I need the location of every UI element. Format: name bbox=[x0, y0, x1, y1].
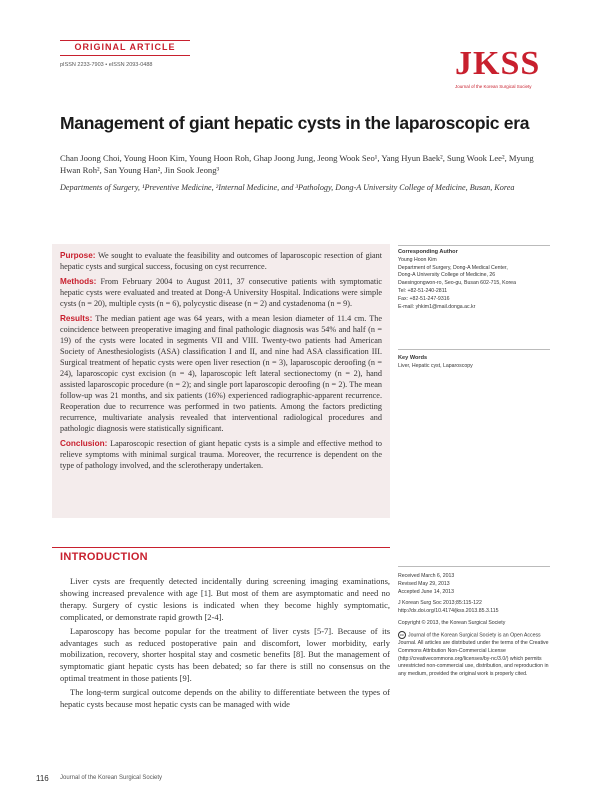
correspondence-rule bbox=[398, 245, 550, 246]
journal-logo-subtitle: Journal of the Korean Surgical Society bbox=[455, 84, 532, 89]
correspondence-fax: Fax: +82-51-247-9316 bbox=[398, 295, 450, 302]
keywords-block bbox=[398, 355, 550, 371]
correspondence-tel: Tel: +82-51-240-2811 bbox=[398, 287, 448, 294]
correspondence-address: Daesingongwon-ro, Seo-gu, Busan 602-715, Korea bbox=[398, 280, 516, 287]
purpose-text: We sought to evaluate the feasibility and outcomes of laparoscopic resection of giant hepatic cysts and surgical success, focusing on cyst recurrence. bbox=[60, 251, 382, 271]
tag-rule-top bbox=[60, 40, 190, 41]
dates-block bbox=[398, 573, 550, 679]
creative-commons-icon: cc bbox=[400, 631, 404, 637]
results-text: The median patient age was 64 years, with a mean lesion diameter of 11.4 cm. The coincidence between preoperative imaging and final pathologic diagnosis was 54% and half (n = 19) of the cysts were located in segments VII and VIII. Twenty-two patients had American Society of Anesthesiologists (ASA) classification I and II, and nine had ASA classification III. Surgical treatment of hepatic cysts were open liver resection (n = 3), laparoscopic deroofing (n = 24), laparoscopic cyst excision (n = 4), laparoscopic left lateral sectionectomy (n = 2), hand assisted laparoscopic procedure (n = 2); and single port laparoscopic deroofing (n = 2). The mean follow-up was 21 months, and six patients (16%) experienced radiographic-apparent recurrence. Reoperation due to recurrence was performed in two patients. Among the factors predicting recurrence, multivariate analysis revealed that interventional radiological procedures and pathologic diagnosis were statistically significant. bbox=[60, 314, 382, 433]
methods-text: From February 2004 to August 2011, 37 consecutive patients with symptomatic hepatic cysts were evaluated and treated at Dong-A University Hospital. Indications were simple cysts (n = 20), multiple cysts (n = 6), polycystic disease (n = 2) and cystadenoma (n = 9). bbox=[60, 277, 383, 308]
article-title: Management of giant hepatic cysts in the laparoscopic era bbox=[60, 113, 530, 133]
intro-rule bbox=[52, 547, 390, 548]
correspondence-heading: Corresponding Author bbox=[398, 249, 458, 255]
methods-label: Methods: bbox=[60, 277, 97, 286]
footer-journal: Journal of the Korean Surgical Society bbox=[60, 775, 163, 781]
correspondence-block bbox=[398, 249, 550, 311]
correspondence-email[interactable]: E-mail: yhkim1@mail.donga.ac.kr bbox=[398, 303, 476, 310]
article-type-tag: ORIGINAL ARTICLE bbox=[74, 42, 176, 52]
keywords-heading: Key Words bbox=[398, 355, 428, 361]
dates-rule bbox=[398, 566, 550, 567]
intro-body bbox=[60, 576, 390, 713]
conclusion-label: Conclusion: bbox=[60, 439, 108, 448]
intro-paragraph-2: Laparoscopy has become popular for the treatment of liver cysts [5-7]. Because of its advantages such as reduced postoperative pain and discomfort, lower morbidity, early mobilization, recovery, shorter hospital stay and cosmetic benefits [8]. But the management of symptomatic giant hepatic cysts has been debated; so far there is still no consensus on the optimal treatment in those patients [9]. bbox=[60, 625, 390, 684]
keywords-rule bbox=[398, 349, 550, 350]
affiliations: Departments of Surgery, ¹Preventive Medicine, ²Internal Medicine, and ³Pathology, Dong-A University College of Medicine, Busan, Korea bbox=[60, 183, 515, 192]
received-date: Received March 6, 2013 bbox=[398, 573, 455, 579]
issn-line: pISSN 2233-7903 • eISSN 2093-0488 bbox=[60, 62, 153, 68]
abstract-methods bbox=[60, 276, 382, 309]
citation: J Korean Surg Soc 2013;85:115-122 bbox=[398, 600, 482, 607]
keywords-list: Liver, Hepatic cyst, Laparoscopy bbox=[398, 362, 473, 369]
abstract-conclusion bbox=[60, 438, 382, 471]
accepted-date: Accepted June 14, 2013 bbox=[398, 588, 454, 595]
abstract-results bbox=[60, 313, 382, 434]
intro-heading: INTRODUCTION bbox=[60, 551, 148, 563]
tag-rule-bottom bbox=[60, 55, 190, 56]
correspondence-name: Young Hoon Kim bbox=[398, 256, 437, 263]
abstract bbox=[60, 250, 382, 475]
license-body: Journal of the Korean Surgical Society is an Open Access Journal. All articles are distributed under the terms of the Creative Commons Attribution Non-Commercial License (http://creativecommons.org/licenses/by-nc/3.0/) which permits unrestricted non-commercial use, distribution, and reproduction in any medium, provided the original work is properly cited. bbox=[398, 632, 549, 678]
abstract-purpose bbox=[60, 250, 382, 272]
conclusion-text: Laparoscopic resection of giant hepatic cysts is a simple and effective method to relieve symptoms with minimal surgical trauma. Moreover, the recurrence is dependent on the type of pathology involved, and the sclerotherapy undertaken. bbox=[60, 439, 382, 470]
purpose-label: Purpose: bbox=[60, 251, 96, 260]
intro-paragraph-3: The long-term surgical outcome depends on the ability to differentiate between the types of hepatic cysts because most hepatic cysts can be managed with wide bbox=[60, 687, 390, 710]
license-text bbox=[398, 631, 550, 679]
results-label: Results: bbox=[60, 314, 93, 323]
doi-link[interactable]: http://dx.doi.org/10.4174/jkss.2013.85.3.115 bbox=[398, 608, 499, 615]
copyright: Copyright © 2013, the Korean Surgical Society bbox=[398, 619, 506, 626]
correspondence-dept: Department of Surgery, Dong-A Medical Center, bbox=[398, 264, 508, 271]
intro-paragraph-1: Liver cysts are frequently detected incidentally during screening imaging examinations, showing increased prevalence with age [1]. But most of them are asymptomatic and need no therapy. Surgery of cystic lesions is indicated when they become highly symptomatic, complicated, or demonstrate rapid growth [2-4]. bbox=[60, 576, 390, 622]
revised-date: Revised May 29, 2013 bbox=[398, 580, 450, 587]
journal-logo: JKSS bbox=[455, 45, 541, 82]
correspondence-college: Dong-A University College of Medicine, 26 bbox=[398, 272, 496, 279]
author-list: Chan Joong Choi, Young Hoon Kim, Young Hoon Roh, Ghap Joong Jung, Jeong Wook Seo¹, Yang Hyun Baek², Sung Wook Lee², Myung Hwan Roh², San Young Han², Jin Sook Jeong³ bbox=[60, 153, 534, 175]
page-number: 116 bbox=[36, 774, 49, 783]
